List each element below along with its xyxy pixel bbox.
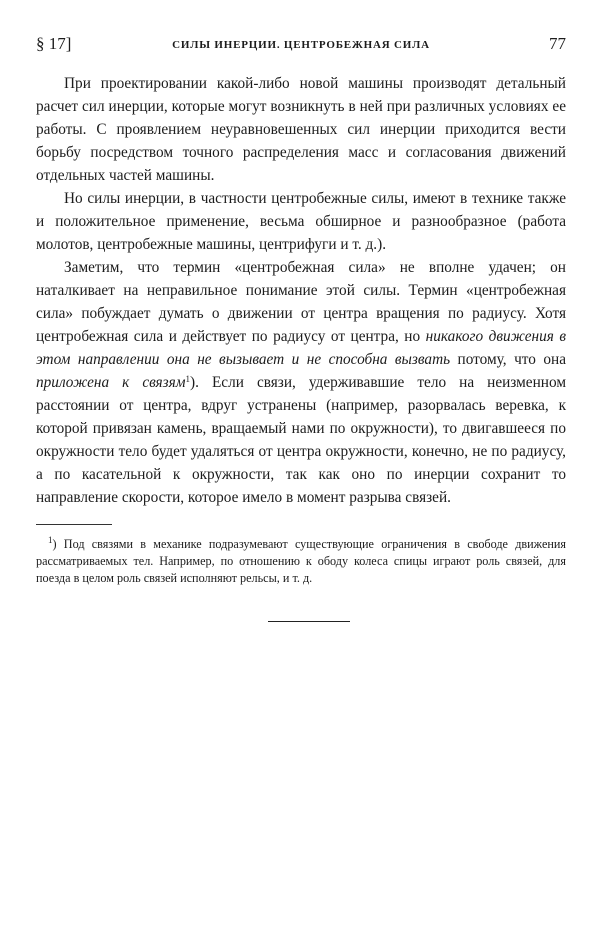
body-text xyxy=(36,72,566,509)
footnote-text: ) Под связями в механике подразумевают существующие ограничения в свободе движения рассматриваемых тел. Например, по отношению к ободу колеса спицы играют роль связей, для поезда в целом роль связей исполняют рельсы, и т. д. xyxy=(36,537,566,585)
paragraph-3-text-2: потому, что она xyxy=(450,351,566,368)
paragraph-3 xyxy=(36,256,566,509)
section-number: § 17] xyxy=(36,34,72,53)
footnote-mark: 1 xyxy=(48,535,53,545)
page-number: 77 xyxy=(549,34,566,53)
paragraph-3-text-3: ). Если связи, удерживавшие тело на неизменном расстоянии от центра, вдруг устранены (например, разорвалась веревка, к которой привязан камень, вращаемый нами по окружности), то двигавшееся по окружности тело будет удаляться от центра окружности, конечно, не по радиусу, а по касательной к окружности, так как оно по инерции сохранит то направление скорости, которое имело в момент разрыва связей. xyxy=(36,374,566,506)
running-title: СИЛЫ ИНЕРЦИИ. ЦЕНТРОБЕЖНАЯ СИЛА xyxy=(172,39,430,51)
paragraph-1: При проектировании какой-либо новой машины производят детальный расчет сил инерции, которые могут возникнуть в ней при различных условиях ее работы. С проявлением неуравновешенных сил инерции приходится вести борьбу посредством точного распределения масс и согласования движений отдельных частей машины. xyxy=(36,75,566,184)
running-head xyxy=(36,30,566,60)
paragraph-2: Но силы инерции, в частности центробежные силы, имеют в технике также и положительное применение, весьма обширное и разнообразное (работа молотов, центробежные машины, центрифуги и т. д.). xyxy=(36,190,566,253)
book-page xyxy=(36,30,566,622)
footnote-reference: 1 xyxy=(185,374,191,384)
paragraph-3-text-1: Заметим, что термин «центробежная сила» не вполне удачен; он наталкивает на неправильное понимание этой силы. Термин «центробежная сила» побуждает думать о движении от центра вращения по радиусу. Хотя центробежная сила и действует по радиусу от центра, но xyxy=(36,259,566,345)
end-of-section-rule xyxy=(268,621,350,622)
footnote-separator xyxy=(36,524,112,525)
paragraph-3-italic-1: никакого движения в этом направлении она не вызывает и не способна вызвать xyxy=(36,328,566,368)
footnote xyxy=(36,536,566,587)
paragraph-3-italic-2: приложена к связям xyxy=(36,374,186,391)
